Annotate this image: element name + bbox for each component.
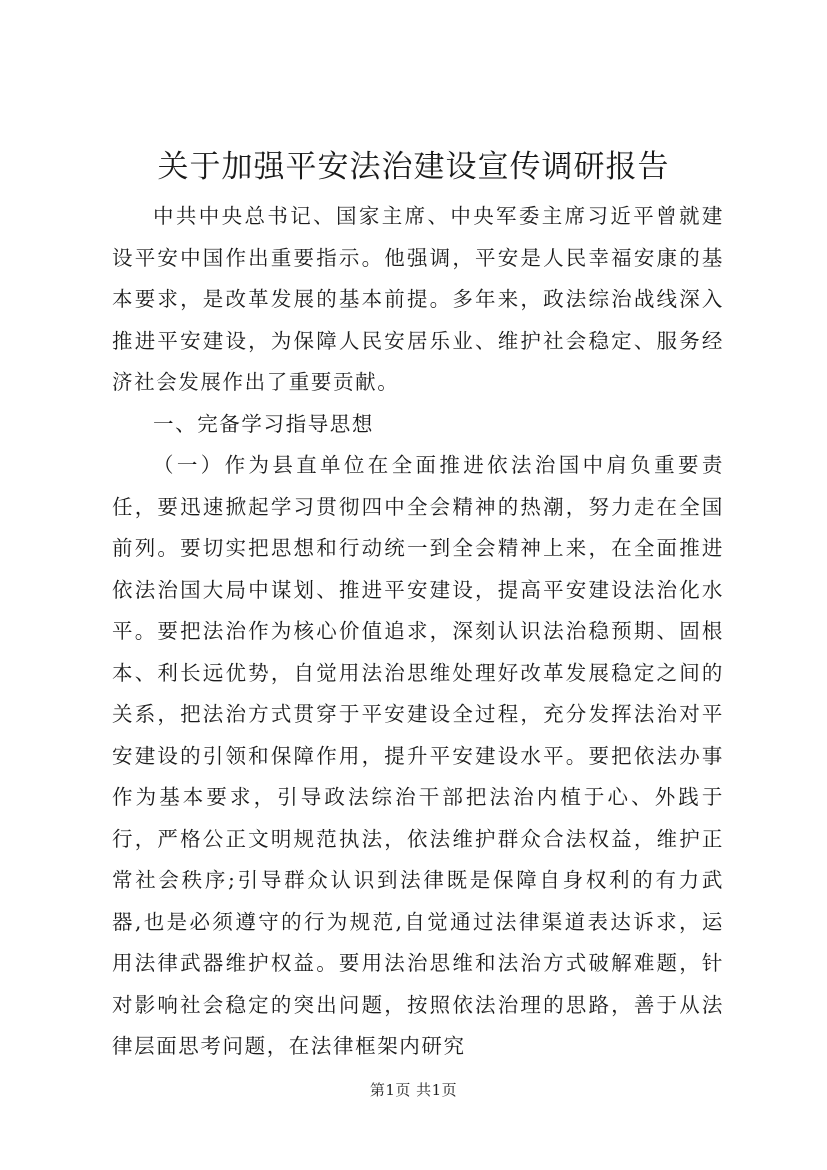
paragraph-intro: 中共中央总书记、国家主席、中央军委主席习近平曾就建设平安中国作出重要指示。他强调，平安是人民幸福安康的基本要求，是改革发展的基本前提。多年来，政法综治战线深入推进平安建设，为保障人民安居乐业、维护社会稳定、服务经济社会发展作出了重要贡献。 <box>112 204 724 394</box>
document-title: 关于加强平安法治建设宣传调研报告 <box>157 149 670 185</box>
page-number-footer: 第1页 共1页 <box>369 1081 458 1099</box>
paragraph-section-1: （一）作为县直单位在全面推进依法治国中肩负重要责任，要迅速掀起学习贯彻四中全会精神的热潮，努力走在全国前列。要切实把思想和行动统一到全会精神上来，在全面推进依法治国大局中谋划、推进平安建设，提高平安建设法治化水平。要把法治作为核心价值追求，深刻认识法治稳预期、固根本、利长远优势，自觉用法治思维处理好改革发展稳定之间的关系，把法治方式贯穿于平安建设全过程，充分发挥法治对平安建设的引领和保障作用，提升平安建设水平。要把依法办事作为基本要求，引导政法综治干部把法治内植于心、外践于行，严格公正文明规范执法，依法维护群众合法权益，维护正常社会秩序;引导群众认识到法律既是保障自身权利的有力武器,也是必须遵守的行为规范,自觉通过法律渠道表达诉求，运用法律武器维护权益。要用法治思维和法治方式破解难题，针对影响社会稳定的突出问题，按照依法治理的思路，善于从法律层面思考问题，在法律框架内研究 <box>112 453 724 1058</box>
document-body <box>112 196 724 1068</box>
section-heading: 一、完备学习指导思想 <box>153 411 374 436</box>
